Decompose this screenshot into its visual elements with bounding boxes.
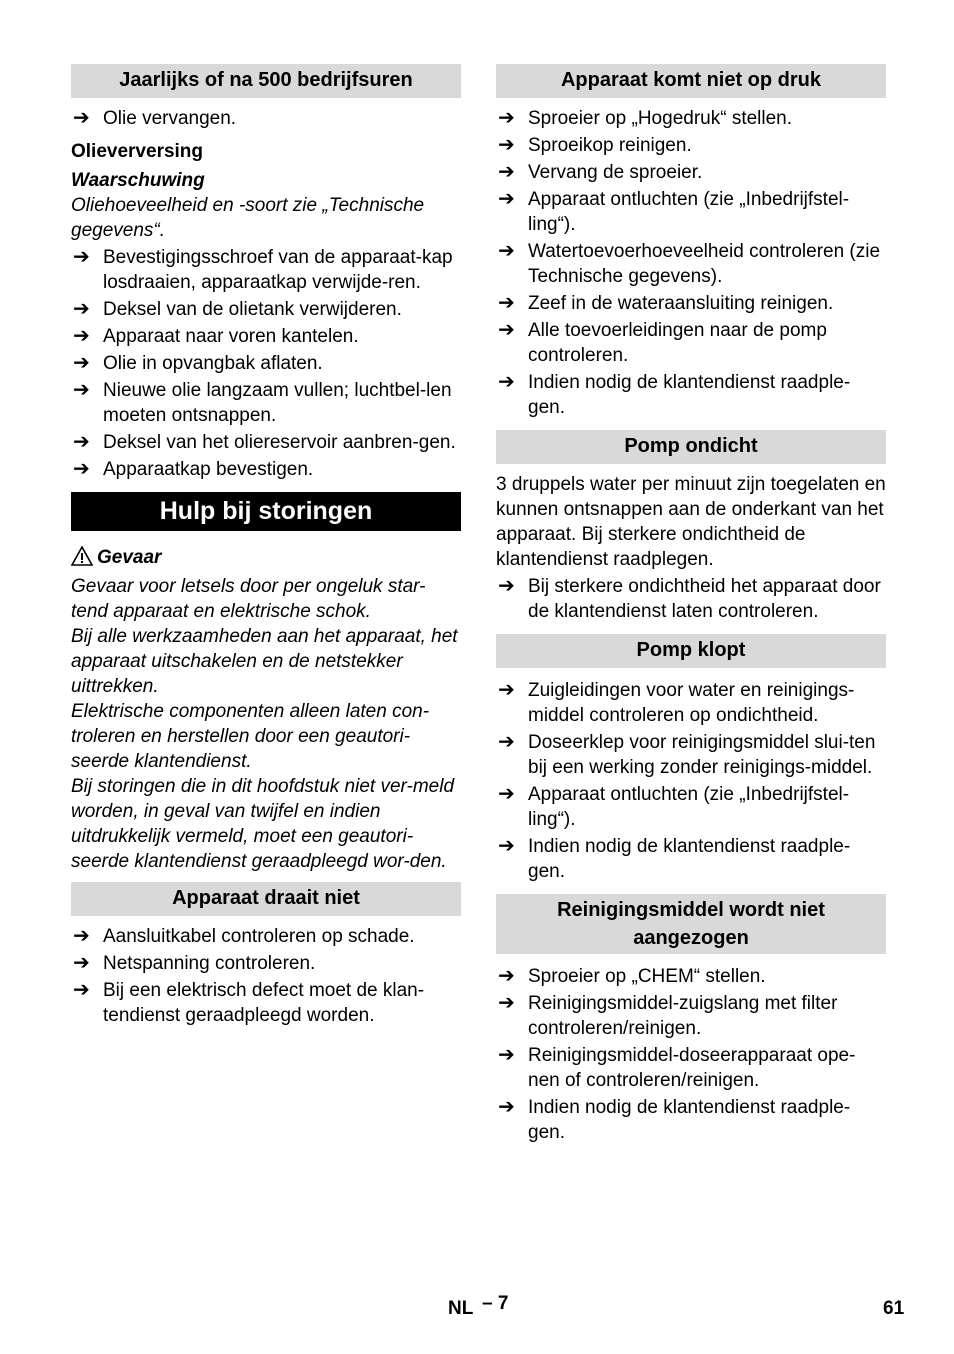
oil-change-title: Olieverversing bbox=[71, 141, 204, 162]
danger-label-row bbox=[71, 545, 461, 570]
oil-change-list bbox=[71, 245, 461, 482]
list-item-text: Bevestigingsschroef van de apparaat-kap losdraaien, apparaatkap verwijde-ren. bbox=[103, 247, 453, 293]
arrow-right-icon: ➔ bbox=[73, 325, 90, 347]
list-item bbox=[71, 378, 461, 428]
list-item bbox=[71, 457, 461, 482]
arrow-right-icon: ➔ bbox=[498, 965, 515, 987]
arrow-right-icon: ➔ bbox=[498, 835, 515, 857]
section-header-not-running: Apparaat draait niet bbox=[71, 882, 461, 916]
list-item bbox=[496, 730, 886, 780]
footer-section-page: – 7 bbox=[482, 1293, 509, 1314]
list-item bbox=[496, 1095, 886, 1145]
left-column bbox=[71, 64, 461, 1028]
list-item bbox=[496, 106, 886, 131]
arrow-right-icon: ➔ bbox=[498, 292, 515, 314]
yearly-list bbox=[71, 106, 461, 131]
list-item-text: Sproeikop reinigen. bbox=[528, 135, 692, 156]
list-item bbox=[71, 951, 461, 976]
list-item bbox=[71, 245, 461, 295]
list-item bbox=[496, 1043, 886, 1093]
danger-paragraph: Bij storingen die in dit hoofdstuk niet ver-meld worden, in geval van twijfel en indien uitdrukkelijk vermeld, moet een geautori-seerde klantendienst geraadpleegd wor-den. bbox=[71, 776, 455, 872]
list-item-text: Apparaat ontluchten (zie „Inbedrijfstel-ling“). bbox=[528, 189, 850, 235]
list-item-text: Aansluitkabel controleren op schade. bbox=[103, 926, 415, 947]
footer-language: NL bbox=[448, 1298, 474, 1319]
list-item-text: Netspanning controleren. bbox=[103, 953, 316, 974]
list-item bbox=[496, 370, 886, 420]
list-item-text: Sproeier op „Hogedruk“ stellen. bbox=[528, 108, 793, 129]
no-pressure-list bbox=[496, 106, 886, 420]
arrow-right-icon: ➔ bbox=[498, 992, 515, 1014]
list-item bbox=[496, 291, 886, 316]
arrow-right-icon: ➔ bbox=[73, 246, 90, 268]
list-item-text: Alle toevoerleidingen naar de pomp controleren. bbox=[528, 320, 827, 366]
list-item-text: Reinigingsmiddel-doseerapparaat ope-nen of controleren/reinigen. bbox=[528, 1045, 856, 1091]
list-item bbox=[71, 106, 461, 131]
list-item bbox=[496, 187, 886, 237]
list-item-text: Olie vervangen. bbox=[103, 108, 237, 129]
arrow-right-icon: ➔ bbox=[73, 352, 90, 374]
list-item bbox=[496, 133, 886, 158]
arrow-right-icon: ➔ bbox=[73, 458, 90, 480]
arrow-right-icon: ➔ bbox=[498, 107, 515, 129]
list-item bbox=[496, 678, 886, 728]
list-item-text: Olie in opvangbak aflaten. bbox=[103, 353, 323, 374]
oil-warning-label: Waarschuwing bbox=[71, 170, 205, 191]
arrow-right-icon: ➔ bbox=[73, 298, 90, 320]
list-item bbox=[496, 964, 886, 989]
arrow-right-icon: ➔ bbox=[498, 1044, 515, 1066]
pump-knocks-list bbox=[496, 678, 886, 884]
arrow-right-icon: ➔ bbox=[498, 240, 515, 262]
list-item-text: Apparaatkap bevestigen. bbox=[103, 459, 314, 480]
arrow-right-icon: ➔ bbox=[73, 107, 90, 129]
arrow-right-icon: ➔ bbox=[498, 1096, 515, 1118]
list-item-text: Reinigingsmiddel-zuigslang met filter controleren/reinigen. bbox=[528, 993, 838, 1039]
oil-warning-text: Oliehoeveelheid en -soort zie „Technische gegevens“. bbox=[71, 195, 425, 241]
arrow-right-icon: ➔ bbox=[73, 979, 90, 1001]
list-item bbox=[496, 574, 886, 624]
list-item-text: Deksel van het oliereservoir aanbren-gen. bbox=[103, 432, 456, 453]
right-column bbox=[496, 64, 886, 1145]
list-item-text: Zuigleidingen voor water en reinigings-middel controleren op ondichtheid. bbox=[528, 680, 855, 726]
list-item bbox=[496, 834, 886, 884]
list-item-text: Doseerklep voor reinigingsmiddel slui-ten bij een werking zonder reinigings-middel. bbox=[528, 732, 876, 778]
list-item bbox=[71, 297, 461, 322]
detergent-list bbox=[496, 964, 886, 1145]
troubleshooting-title: Hulp bij storingen bbox=[71, 492, 461, 531]
arrow-right-icon: ➔ bbox=[498, 188, 515, 210]
list-item bbox=[71, 924, 461, 949]
section-header-pump-knocks: Pomp klopt bbox=[496, 634, 886, 668]
list-item-text: Indien nodig de klantendienst raadple-gen. bbox=[528, 836, 851, 882]
danger-paragraph: Bij alle werkzaamheden aan het apparaat, het apparaat uitschakelen en de netstekker uittrekken. bbox=[71, 626, 458, 697]
list-item-text: Nieuwe olie langzaam vullen; luchtbel-len moeten ontsnappen. bbox=[103, 380, 452, 426]
arrow-right-icon: ➔ bbox=[498, 371, 515, 393]
section-header-pump-leaking: Pomp ondicht bbox=[496, 430, 886, 464]
pump-leaking-list bbox=[496, 574, 886, 624]
section-header-yearly: Jaarlijks of na 500 bedrijfsuren bbox=[71, 64, 461, 98]
list-item-text: Bij sterkere ondichtheid het apparaat door de klantendienst laten controleren. bbox=[528, 576, 881, 622]
list-item-text: Bij een elektrisch defect moet de klan-tendienst geraadpleegd worden. bbox=[103, 980, 425, 1026]
list-item-text: Deksel van de olietank verwijderen. bbox=[103, 299, 402, 320]
list-item-text: Apparaat ontluchten (zie „Inbedrijfstel-ling“). bbox=[528, 784, 850, 830]
arrow-right-icon: ➔ bbox=[498, 679, 515, 701]
list-item bbox=[71, 351, 461, 376]
list-item bbox=[71, 978, 461, 1028]
arrow-right-icon: ➔ bbox=[498, 134, 515, 156]
arrow-right-icon: ➔ bbox=[498, 783, 515, 805]
arrow-right-icon: ➔ bbox=[498, 731, 515, 753]
list-item bbox=[496, 782, 886, 832]
arrow-right-icon: ➔ bbox=[73, 952, 90, 974]
arrow-right-icon: ➔ bbox=[498, 575, 515, 597]
list-item-text: Watertoevoerhoeveelheid controleren (zie Technische gegevens). bbox=[528, 241, 881, 287]
page-number: 61 bbox=[883, 1298, 905, 1319]
danger-paragraph: Elektrische componenten alleen laten con-troleren en herstellen door een geautori-seerde klantendienst. bbox=[71, 701, 430, 772]
list-item bbox=[496, 318, 886, 368]
danger-label: Gevaar bbox=[97, 547, 162, 568]
list-item bbox=[496, 160, 886, 185]
danger-paragraphs bbox=[71, 574, 461, 874]
arrow-right-icon: ➔ bbox=[73, 925, 90, 947]
section-header-no-pressure: Apparaat komt niet op druk bbox=[496, 64, 886, 98]
not-running-list bbox=[71, 924, 461, 1028]
warning-triangle-icon bbox=[71, 546, 93, 566]
arrow-right-icon: ➔ bbox=[498, 161, 515, 183]
list-item-text: Vervang de sproeier. bbox=[528, 162, 703, 183]
list-item bbox=[496, 991, 886, 1041]
arrow-right-icon: ➔ bbox=[73, 379, 90, 401]
list-item bbox=[496, 239, 886, 289]
danger-paragraph: Gevaar voor letsels door per ongeluk star-tend apparaat en elektrische schok. bbox=[71, 576, 426, 622]
arrow-right-icon: ➔ bbox=[498, 319, 515, 341]
list-item-text: Apparaat naar voren kantelen. bbox=[103, 326, 359, 347]
arrow-right-icon: ➔ bbox=[73, 431, 90, 453]
list-item-text: Indien nodig de klantendienst raadple-gen. bbox=[528, 372, 851, 418]
list-item-text: Zeef in de wateraansluiting reinigen. bbox=[528, 293, 834, 314]
list-item bbox=[71, 324, 461, 349]
list-item-text: Sproeier op „CHEM“ stellen. bbox=[528, 966, 766, 987]
section-header-detergent: Reinigingsmiddel wordt niet aangezogen bbox=[496, 894, 886, 954]
list-item bbox=[71, 430, 461, 455]
pump-leaking-text: 3 druppels water per minuut zijn toegelaten en kunnen ontsnappen aan de onderkant van het apparaat. Bij sterkere ondichtheid de klantendienst raadplegen. bbox=[496, 474, 886, 570]
list-item-text: Indien nodig de klantendienst raadple-gen. bbox=[528, 1097, 851, 1143]
